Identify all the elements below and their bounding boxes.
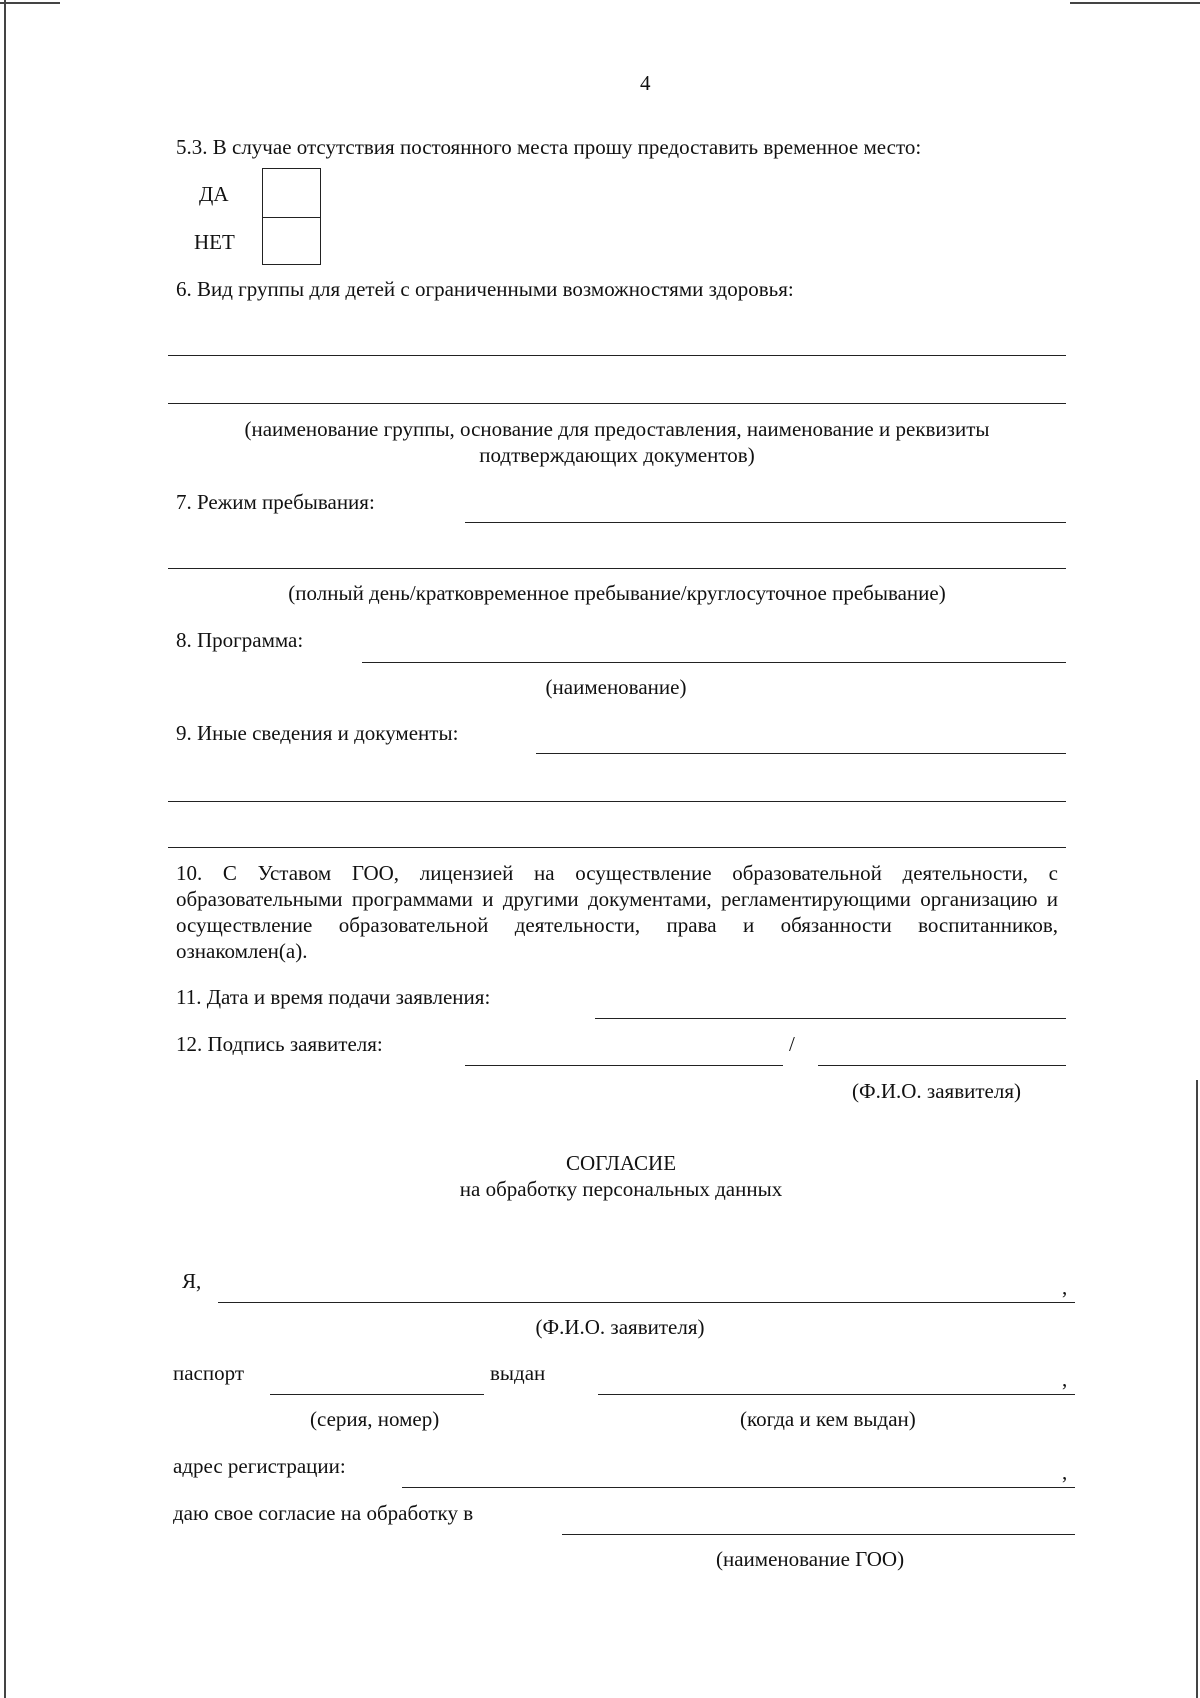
option-yes-checkbox[interactable] (262, 168, 321, 218)
consent-address-label: адрес регистрации: (173, 1454, 346, 1478)
item-6-label: 6. Вид группы для детей с ограниченными возможностями здоровья: (176, 277, 794, 301)
item-9-line-2[interactable] (168, 801, 1066, 802)
item-12-signature-line[interactable] (465, 1065, 783, 1066)
item-10-paragraph: 10. С Уставом ГОО, лицензией на осуществление образовательной деятельности, с образовательными программами и другими документами, регламентирующими организацию и осуществление образовательной деятельности, права и обязанности воспитанников, ознакомлен(а). (176, 861, 1058, 963)
item-8-caption: (наименование) (545, 675, 687, 699)
consent-fio-line[interactable] (218, 1302, 1075, 1303)
consent-fio-comma: , (1062, 1275, 1068, 1299)
consent-agree-label: даю свое согласие на обработку в (173, 1501, 474, 1525)
item-11-label: 11. Дата и время подачи заявления: (176, 985, 491, 1009)
option-no-label: НЕТ (194, 230, 235, 254)
consent-address-comma: , (1062, 1460, 1068, 1484)
item-6-line-2[interactable] (168, 403, 1066, 404)
consent-fio-caption: (Ф.И.О. заявителя) (535, 1315, 705, 1339)
consent-issued-line[interactable] (598, 1394, 1075, 1395)
consent-issued-label: выдан (490, 1361, 546, 1385)
item-5-3-label: 5.3. В случае отсутствия постоянного места прошу предоставить временное место: (176, 135, 922, 159)
consent-goo-caption: (наименование ГОО) (716, 1547, 905, 1571)
option-yes-label: ДА (199, 182, 229, 206)
item-9-line-1[interactable] (536, 753, 1066, 754)
page-number: 4 (640, 71, 651, 95)
item-9-label: 9. Иные сведения и документы: (176, 721, 459, 745)
consent-series-caption: (серия, номер) (310, 1407, 440, 1431)
consent-i-label: Я, (182, 1269, 202, 1293)
item-6-line-1[interactable] (168, 355, 1066, 356)
consent-passport-label: паспорт (173, 1361, 245, 1385)
consent-title: СОГЛАСИЕ (565, 1151, 677, 1175)
item-11-line[interactable] (595, 1018, 1066, 1019)
consent-issued-caption: (когда и кем выдан) (740, 1407, 916, 1431)
option-no-checkbox[interactable] (262, 216, 321, 265)
consent-goo-line[interactable] (562, 1534, 1075, 1535)
item-12-fio-line[interactable] (818, 1065, 1066, 1066)
item-7-caption: (полный день/кратковременное пребывание/круглосуточное пребывание) (288, 581, 946, 605)
consent-subtitle: на обработку персональных данных (459, 1177, 783, 1201)
item-7-line-2[interactable] (168, 568, 1066, 569)
item-12-label: 12. Подпись заявителя: (176, 1032, 383, 1056)
item-7-label: 7. Режим пребывания: (176, 490, 375, 514)
item-7-line-1[interactable] (465, 522, 1066, 523)
item-12-separator: / (789, 1032, 795, 1056)
item-6-caption-line1: (наименование группы, основание для предоставления, наименование и реквизиты (244, 417, 990, 441)
scan-edge-left (4, 0, 6, 1698)
item-8-label: 8. Программа: (176, 628, 304, 652)
scan-edge-top-left (0, 2, 60, 4)
consent-passport-line[interactable] (270, 1394, 484, 1395)
item-9-line-3[interactable] (168, 847, 1066, 848)
consent-issued-comma: , (1062, 1367, 1068, 1391)
scan-edge-top-right (1070, 2, 1200, 4)
consent-address-line[interactable] (402, 1487, 1075, 1488)
item-12-caption: (Ф.И.О. заявителя) (852, 1079, 1021, 1103)
item-6-caption-line2: подтверждающих документов) (479, 443, 755, 467)
item-8-line[interactable] (362, 662, 1066, 663)
